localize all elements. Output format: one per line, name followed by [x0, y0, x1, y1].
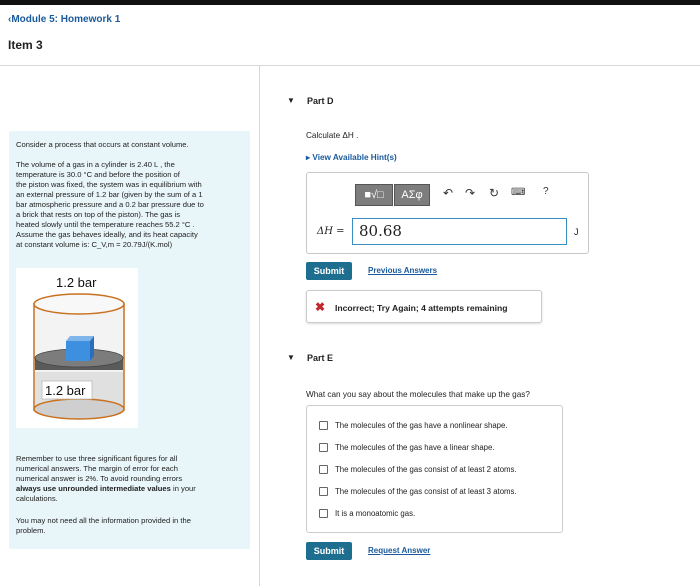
checkbox[interactable]	[319, 487, 328, 496]
cylinder-top	[34, 294, 124, 314]
problem-line-6: a brick that rests on top of the piston). The gas is	[16, 210, 181, 219]
part-d-submit-button[interactable]: Submit	[306, 262, 352, 280]
view-hints-link[interactable]: ▸ View Available Hint(s)	[306, 153, 397, 162]
brick-front-face	[66, 341, 90, 361]
reminder-line-1: Remember to use three significant figures for all	[16, 454, 178, 463]
unit-label: J	[574, 227, 579, 237]
option-at-least-2-atoms[interactable]: The molecules of the gas consist of at least 2 atoms.	[319, 465, 517, 474]
page-title: Item 3	[8, 38, 43, 52]
part-e-title[interactable]: Part E	[307, 353, 334, 363]
reminder-bold-text: always use unrounded intermediate values	[16, 484, 171, 493]
problem-line-1: The volume of a gas in a cylinder is 2.40 L , the	[16, 160, 175, 169]
piston-cylinder-figure	[16, 268, 138, 428]
caret-right-icon: ▸	[306, 153, 311, 162]
options-list	[306, 405, 563, 533]
checkbox[interactable]	[319, 443, 328, 452]
request-answer-link[interactable]: Request Answer	[368, 546, 431, 555]
reminder-line-5: calculations.	[16, 494, 58, 503]
part-e-question: What can you say about the molecules that make up the gas?	[306, 390, 530, 399]
part-d-title[interactable]: Part D	[307, 96, 334, 106]
option-monoatomic[interactable]: It is a monoatomic gas.	[319, 509, 415, 518]
header-divider	[0, 65, 700, 66]
problem-line-9: at constant volume is: C_V,m = 20.79J/(K.mol)	[16, 240, 173, 249]
problem-panel	[9, 131, 250, 549]
back-to-module-link[interactable]: ‹Module 5: Homework 1	[8, 14, 121, 25]
option-linear[interactable]: The molecules of the gas have a linear shape.	[319, 443, 495, 452]
feedback-text: Incorrect; Try Again; 4 attempts remaining	[335, 303, 508, 313]
problem-intro: Consider a process that occurs at constant volume.	[16, 140, 189, 149]
previous-answers-link[interactable]: Previous Answers	[368, 266, 438, 275]
problem-line-2: temperature is 30.0 °C and before the position of	[16, 170, 180, 179]
redo-icon[interactable]: ↷	[465, 186, 476, 200]
problem-line-5: bar atmospheric pressure and a 0.2 bar pressure due to	[16, 200, 204, 209]
delta-h-label: ΔH =	[317, 226, 345, 237]
reminder-line-2: numerical answers. The margin of error for each	[16, 464, 178, 473]
option-at-least-3-atoms[interactable]: The molecules of the gas consist of at least 3 atoms.	[319, 487, 517, 496]
answer-input[interactable]: 80.68	[352, 218, 567, 245]
cylinder-bottom	[34, 399, 124, 419]
reminder-line-3: numerical answer is 2%. To avoid rounding errors	[16, 474, 183, 483]
reset-icon[interactable]: ↻	[489, 186, 500, 200]
incorrect-icon: ✖	[315, 300, 326, 314]
part-d-prompt: Calculate ΔH .	[306, 131, 359, 140]
problem-line-3: the piston was fixed, the system was in equilibrium with	[16, 180, 202, 189]
answer-editor	[306, 172, 589, 254]
reminder-tail-text: in your	[170, 484, 196, 493]
problem-line-4: an external pressure of 1.2 bar (given by the sum of a 1	[16, 190, 203, 199]
cylinder-illustration	[16, 268, 138, 428]
collapse-part-e-icon[interactable]: ▼	[287, 353, 295, 362]
note-line-2: problem.	[16, 526, 46, 535]
greek-symbols-button[interactable]: ΑΣφ	[394, 184, 430, 206]
feedback-box	[306, 290, 542, 323]
note-line-1: You may not need all the information provided in the	[16, 516, 191, 525]
help-button[interactable]: ?	[543, 186, 549, 197]
collapse-part-d-icon[interactable]: ▼	[287, 96, 295, 105]
checkbox[interactable]	[319, 465, 328, 474]
templates-button[interactable]: ■√□	[355, 184, 393, 206]
column-divider	[259, 66, 260, 586]
chevron-left-icon: ‹	[8, 14, 12, 25]
reminder-line-4	[16, 484, 196, 494]
brick-top-face	[66, 336, 94, 341]
figure-label-top: 1.2 bar	[56, 275, 97, 290]
checkbox[interactable]	[319, 509, 328, 518]
figure-label-bottom: 1.2 bar	[45, 383, 86, 398]
problem-line-7: heated slowly until the temperature reaches 55.2 °C .	[16, 220, 195, 229]
undo-icon[interactable]: ↶	[443, 186, 454, 200]
problem-line-8: Assume the gas behaves ideally, and its heat capacity	[16, 230, 198, 239]
option-nonlinear[interactable]: The molecules of the gas have a nonlinear shape.	[319, 421, 508, 430]
checkbox[interactable]	[319, 421, 328, 430]
top-bar	[0, 0, 700, 5]
keyboard-icon[interactable]: ⌨	[511, 187, 526, 198]
part-e-submit-button[interactable]: Submit	[306, 542, 352, 560]
